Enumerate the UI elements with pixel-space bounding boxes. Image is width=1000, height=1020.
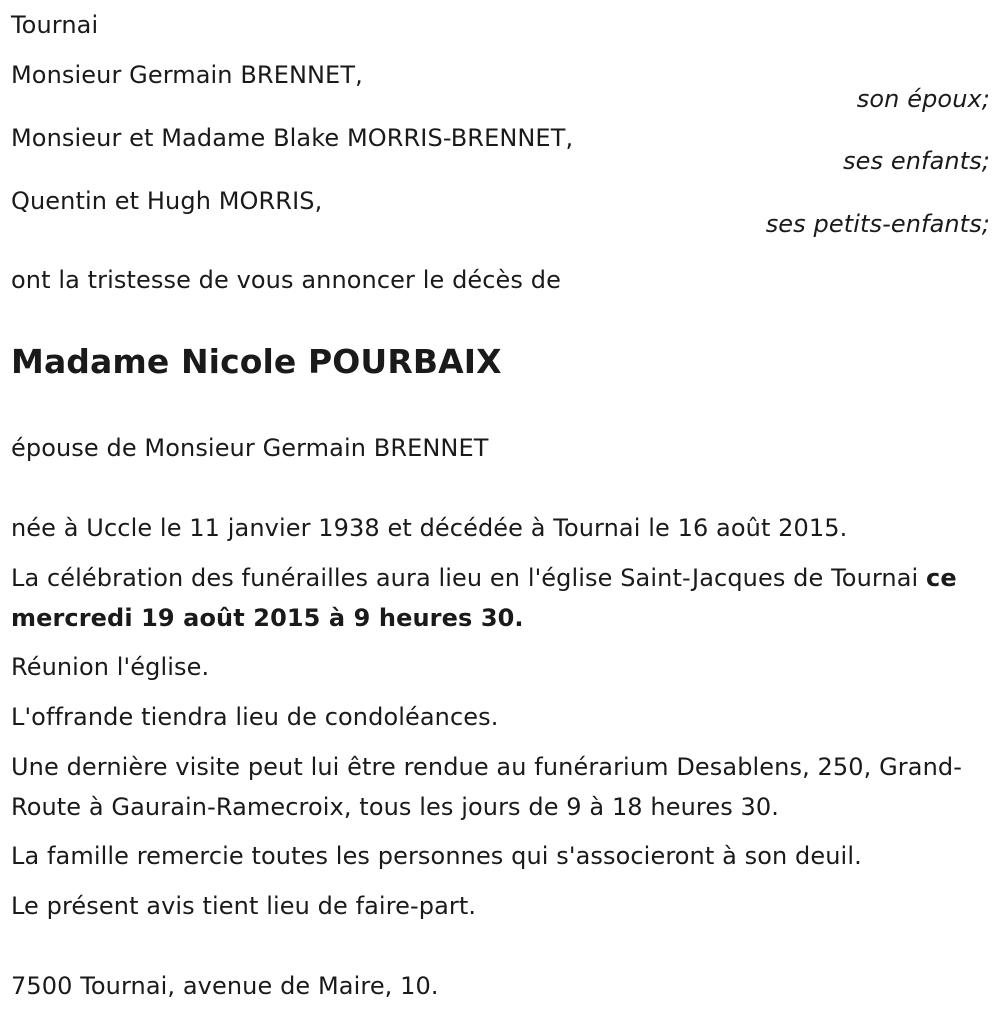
spouse-line: épouse de Monsieur Germain BRENNET	[11, 434, 489, 462]
visit-paragraph: Une dernière visite peut lui être rendue au funérarium Desablens, 250, Grand-Route à Gaurain-Ramecroix, tous les jours de 9 à 18 heures 30.	[11, 753, 962, 821]
announcement-text: ont la tristesse de vous annoncer le décès de	[11, 266, 561, 294]
family-member-children: Monsieur et Madame Blake MORRIS-BRENNET,	[11, 124, 574, 152]
funeral-paragraph	[11, 558, 996, 638]
relation-children: ses enfants;	[843, 147, 990, 175]
relation-grandchildren: ses petits-enfants;	[765, 210, 990, 238]
address-line: 7500 Tournai, avenue de Maire, 10.	[11, 972, 439, 1000]
notice-line: Le présent avis tient lieu de faire-part.	[11, 892, 477, 920]
offering-line: L'offrande tiendra lieu de condoléances.	[11, 703, 499, 731]
family-member-spouse: Monsieur Germain BRENNET,	[11, 61, 363, 89]
birth-death-line: née à Uccle le 11 janvier 1938 et décédée à Tournai le 16 août 2015.	[11, 514, 848, 542]
city-header: Tournai	[11, 11, 99, 39]
relation-spouse: son époux;	[856, 85, 990, 113]
funeral-date: ce mercredi 19 août 2015 à 9 heures 30.	[11, 564, 957, 632]
deceased-name: Madame Nicole POURBAIX	[11, 342, 502, 381]
meeting-line: Réunion l'église.	[11, 653, 210, 681]
thanks-line: La famille remercie toutes les personnes qui s'associeront à son deuil.	[11, 842, 862, 870]
family-member-grandchildren: Quentin et Hugh MORRIS,	[11, 187, 323, 215]
funeral-intro: La célébration des funérailles aura lieu en l'église Saint-Jacques de Tournai	[11, 564, 927, 592]
